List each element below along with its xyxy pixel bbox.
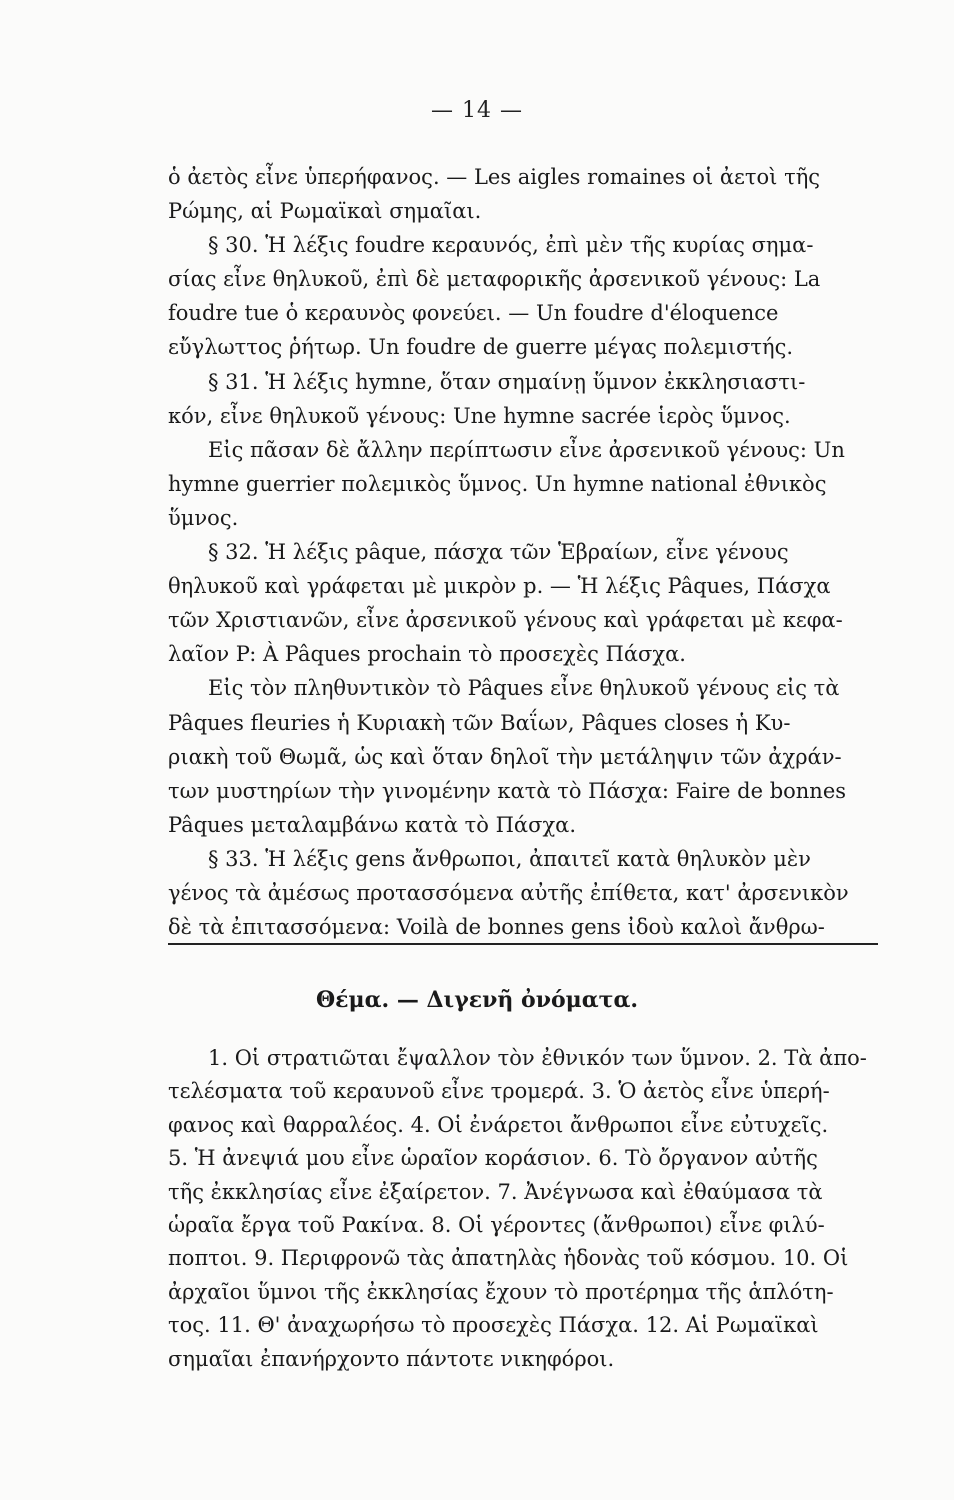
- main-text: [168, 160, 878, 944]
- exercise-line: ἀρχαῖοι ὕμνοι τῆς ἐκκλησίας ἔχουν τὸ προτέρημα τῆς ἁπλότη-: [168, 1279, 834, 1304]
- text-line: foudre tue ὁ κεραυνὸς φονεύει. — Un foudre d'éloquence: [168, 301, 779, 326]
- section-32-start: § 32. Ἡ λέξις pâque, πάσχα τῶν Ἑβραίων, εἶνε γένους: [208, 540, 789, 565]
- exercise-line: τῆς ἐκκλησίας εἶνε ἐξαίρετον. 7. Ἀνέγνωσα καὶ ἐθαύμασα τὰ: [168, 1179, 823, 1204]
- text-line: κόν, εἶνε θηλυκοῦ γένους: Une hymne sacrée ἱερὸς ὕμνος.: [168, 403, 791, 428]
- text-line: Εἰς τὸν πληθυντικὸν τὸ Pâques εἶνε θηλυκοῦ γένους εἰς τὰ: [208, 676, 840, 701]
- exercise-line: σημαῖαι ἐπανήρχοντο πάντοτε νικηφόροι.: [168, 1346, 615, 1371]
- exercise-line: φανος καὶ θαρραλέος. 4. Οἱ ἐνάρετοι ἄνθρωποι εἶνε εὐτυχεῖς.: [168, 1112, 829, 1137]
- exercise-text: [168, 1042, 878, 1376]
- text-line: Pâques μεταλαμβάνω κατὰ τὸ Πάσχα.: [168, 812, 577, 837]
- text-line: ὁ ἀετὸς εἶνε ὑπερήφανος. — Les aigles romaines οἱ ἀετοὶ τῆς: [168, 165, 821, 189]
- text-line: ὕμνος.: [168, 505, 239, 530]
- text-line: τῶν Χριστιανῶν, εἶνε ἀρσενικοῦ γένους καὶ γράφεται μὲ κεφα-: [168, 608, 843, 633]
- text-line: των μυστηρίων τὴν γινομένην κατὰ τὸ Πάσχα: Faire de bonnes: [168, 778, 847, 803]
- text-line: δὲ τὰ ἐπιτασσόμενα: Voilà de bonnes gens ἰδοὺ καλοὶ ἄνθρω-: [168, 915, 825, 940]
- exercise-line: 1. Οἱ στρατιῶται ἔψαλλον τὸν ἐθνικόν των ὕμνον. 2. Τὰ ἀπο-: [208, 1046, 867, 1070]
- text-line: εὔγλωττος ῥήτωρ. Un foudre de guerre μέγας πολεμιστής.: [168, 335, 794, 360]
- exercise-heading: Θέμα. — Διγενῆ ὀνόματα.: [315, 987, 639, 1013]
- text-line: γένος τὰ ἀμέσως προτασσόμενα αὐτῆς ἐπίθετα, κατ' ἀρσενικὸν: [168, 880, 849, 905]
- exercise-line: τος. 11. Θ' ἀναχωρήσω τὸ προσεχὲς Πάσχα. 12. Αἱ Ρωμαϊκαὶ: [168, 1313, 819, 1338]
- text-line: Ρώμης, αἱ Ρωμαϊκαὶ σημαῖαι.: [168, 199, 482, 224]
- section-30-start: § 30. Ἡ λέξις foudre κεραυνός, ἐπὶ μὲν τῆς κυρίας σημα-: [208, 233, 814, 258]
- text-line: σίας εἶνε θηλυκοῦ, ἐπὶ δὲ μεταφορικῆς ἀρσενικοῦ γένους: La: [168, 267, 821, 292]
- section-31-start: § 31. Ἡ λέξις hymne, ὅταν σημαίνῃ ὕμνον ἐκκλησιαστι-: [208, 369, 806, 394]
- exercise-line: τελέσματα τοῦ κεραυνοῦ εἶνε τρομερά. 3. Ὁ ἀετὸς εἶνε ὑπερή-: [168, 1079, 830, 1104]
- page-number: — 14 —: [431, 98, 523, 123]
- text-line: hymne guerrier πολεμικὸς ὕμνος. Un hymne national ἐθνικὸς: [168, 471, 827, 496]
- section-33-start: § 33. Ἡ λέξις gens ἄνθρωποι, ἀπαιτεῖ κατὰ θηλυκὸν μὲν: [208, 846, 811, 871]
- text-line: ριακὴ τοῦ Θωμᾶ, ὡς καὶ ὅταν δηλοῖ τὴν μετάληψιν τῶν ἀχράν-: [168, 744, 842, 769]
- text-line: λαῖον P: À Pâques prochain τὸ προσεχὲς Πάσχα.: [168, 642, 686, 667]
- section-divider: [168, 943, 878, 945]
- text-line: θηλυκοῦ καὶ γράφεται μὲ μικρὸν p. — Ἡ λέξις Pâques, Πάσχα: [168, 574, 831, 599]
- text-line: Pâques fleuries ἡ Κυριακὴ τῶν Βαΐων, Pâques closes ἡ Κυ-: [168, 710, 791, 735]
- exercise-line: ποπτοι. 9. Περιφρονῶ τὰς ἀπατηλὰς ἡδονὰς τοῦ κόσμου. 10. Οἱ: [168, 1246, 849, 1271]
- exercise-line: ὡραῖα ἔργα τοῦ Ρακίνα. 8. Οἱ γέροντες (ἄνθρωποι) εἶνε φιλύ-: [168, 1213, 825, 1238]
- text-line: Εἰς πᾶσαν δὲ ἄλλην περίπτωσιν εἶνε ἀρσενικοῦ γένους: Un: [208, 437, 845, 462]
- exercise-line: 5. Ἡ ἀνεψιά μου εἶνε ὡραῖον κοράσιον. 6. Τὸ ὄργανον αὐτῆς: [168, 1146, 818, 1171]
